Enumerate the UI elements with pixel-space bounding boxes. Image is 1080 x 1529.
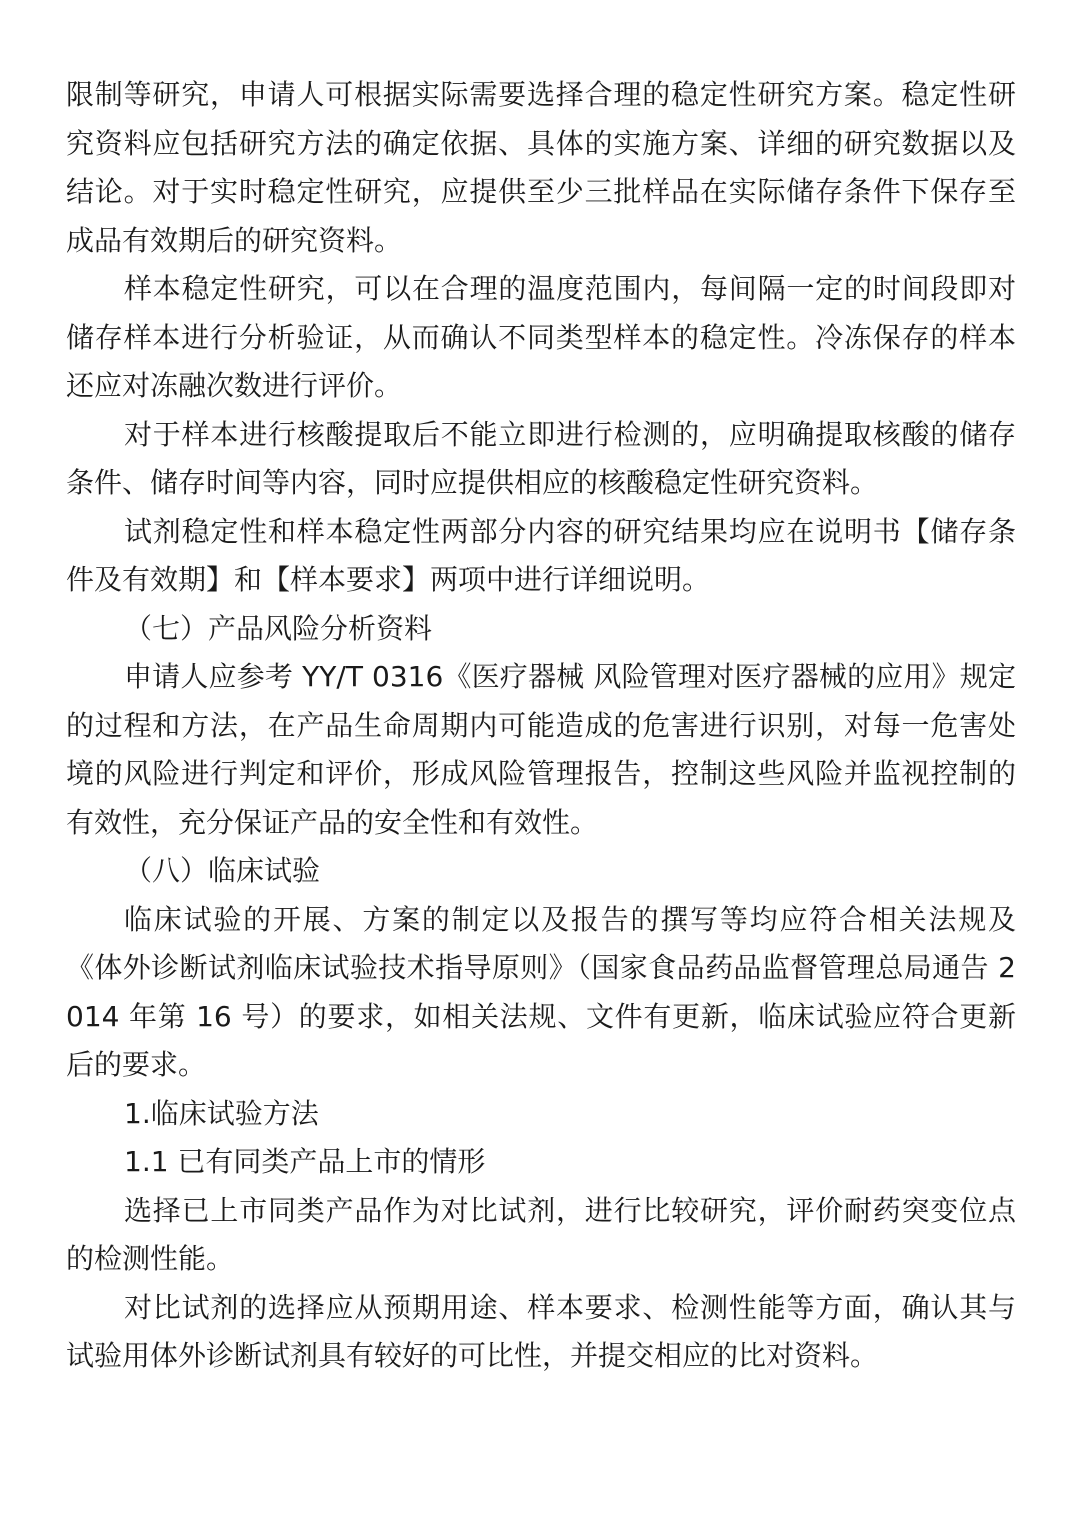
paragraph-risk-management: 申请人应参考 YY/T 0316《医疗器械 风险管理对医疗器械的应用》规定的过程和方法，在产品生命周期内可能造成的危害进行识别，对每一危害处境的风险进行判定和评价，形成风险管理报告，控制这些风险并监视控制的有效性，充分保证产品的安全性和有效性。 bbox=[66, 660, 1016, 839]
section-heading-risk-analysis: （七）产品风险分析资料 bbox=[124, 611, 433, 645]
document-page bbox=[66, 71, 1016, 1381]
paragraph-instructions-description: 试剂稳定性和样本稳定性两部分内容的研究结果均应在说明书【储存条件及有效期】和【样本要求】两项中进行详细说明。 bbox=[66, 514, 1016, 596]
subheading-clinical-trial-method: 1.临床试验方法 bbox=[124, 1096, 319, 1130]
subheading-existing-products: 1.1 已有同类产品上市的情形 bbox=[124, 1145, 486, 1178]
paragraph-stability-research-plan: 限制等研究，申请人可根据实际需要选择合理的稳定性研究方案。稳定性研究资料应包括研究方法的确定依据、具体的实施方案、详细的研究数据以及结论。对于实时稳定性研究，应提供至少三批样品在实际储存条件下保存至成品有效期后的研究资料。 bbox=[66, 78, 1016, 257]
paragraph-sample-stability: 样本稳定性研究，可以在合理的温度范围内，每间隔一定的时间段即对储存样本进行分析验证，从而确认不同类型样本的稳定性。冷冻保存的样本还应对冻融次数进行评价。 bbox=[66, 272, 1016, 402]
paragraph-comparison-selection: 对比试剂的选择应从预期用途、样本要求、检测性能等方面，确认其与试验用体外诊断试剂具有较好的可比性，并提交相应的比对资料。 bbox=[66, 1290, 1016, 1372]
section-heading-clinical-trial: （八）临床试验 bbox=[124, 854, 321, 887]
paragraph-nucleic-acid-storage: 对于样本进行核酸提取后不能立即进行检测的，应明确提取核酸的储存条件、储存时间等内容，同时应提供相应的核酸稳定性研究资料。 bbox=[66, 417, 1016, 499]
paragraph-comparison-reagent: 选择已上市同类产品作为对比试剂，进行比较研究，评价耐药突变位点的检测性能。 bbox=[66, 1193, 1016, 1275]
paragraph-clinical-trial-regulations: 临床试验的开展、方案的制定以及报告的撰写等均应符合相关法规及《体外诊断试剂临床试验技术指导原则》（国家食品药品监督管理总局通告 2014 年第 16 号）的要求，如相关法规、文件有更新，临床试验应符合更新后的要求。 bbox=[66, 902, 1016, 1081]
